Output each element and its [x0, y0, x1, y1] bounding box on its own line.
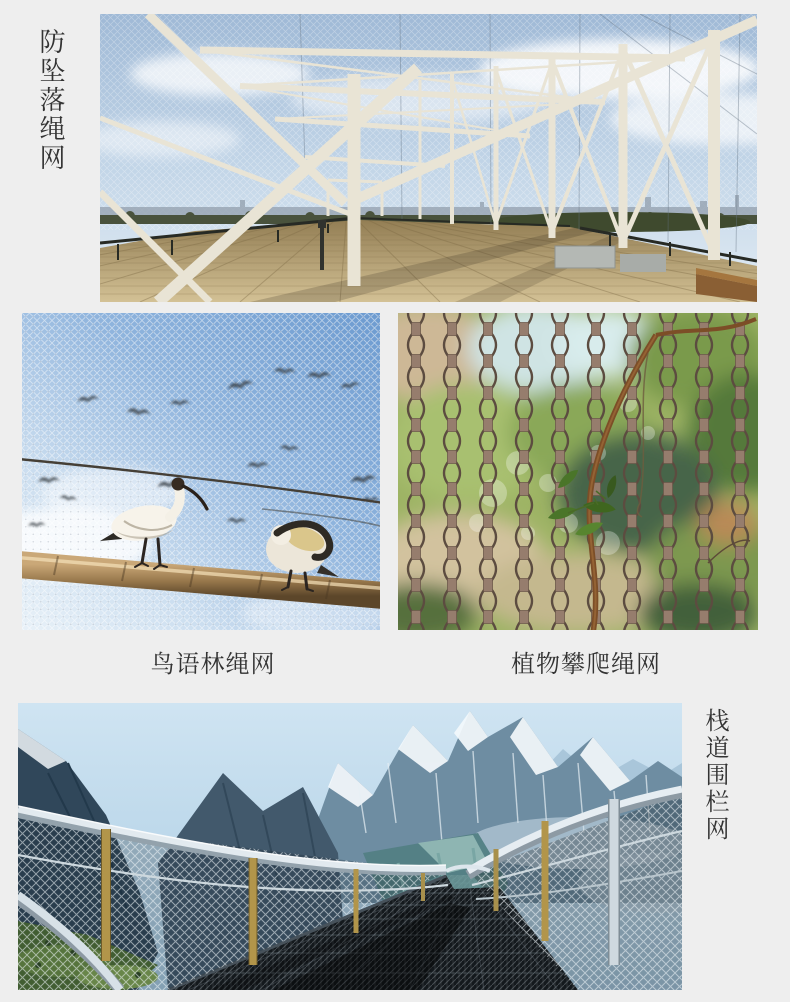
label-walkway-fence-net: 栈道围栏网	[701, 708, 728, 843]
photo-fall-protection-net	[100, 14, 757, 302]
photo-plant-climbing-net	[398, 313, 758, 630]
plant-mesh-photo-art	[398, 313, 758, 630]
photo-bird-aviary-net	[22, 313, 380, 630]
safety-net-mesh	[100, 14, 757, 230]
cliff-walkway-photo-art	[18, 703, 682, 990]
photo-walkway-fence-net	[18, 703, 682, 990]
aviary-photo-art	[22, 313, 380, 630]
caption-plant-climbing-net: 植物攀爬绳网	[511, 651, 661, 678]
cable-mesh	[398, 313, 758, 630]
label-fall-protection-net: 防坠落绳网	[36, 28, 66, 173]
caption-bird-aviary-net: 鸟语林绳网	[150, 651, 276, 678]
bridge-photo-art	[100, 14, 757, 302]
